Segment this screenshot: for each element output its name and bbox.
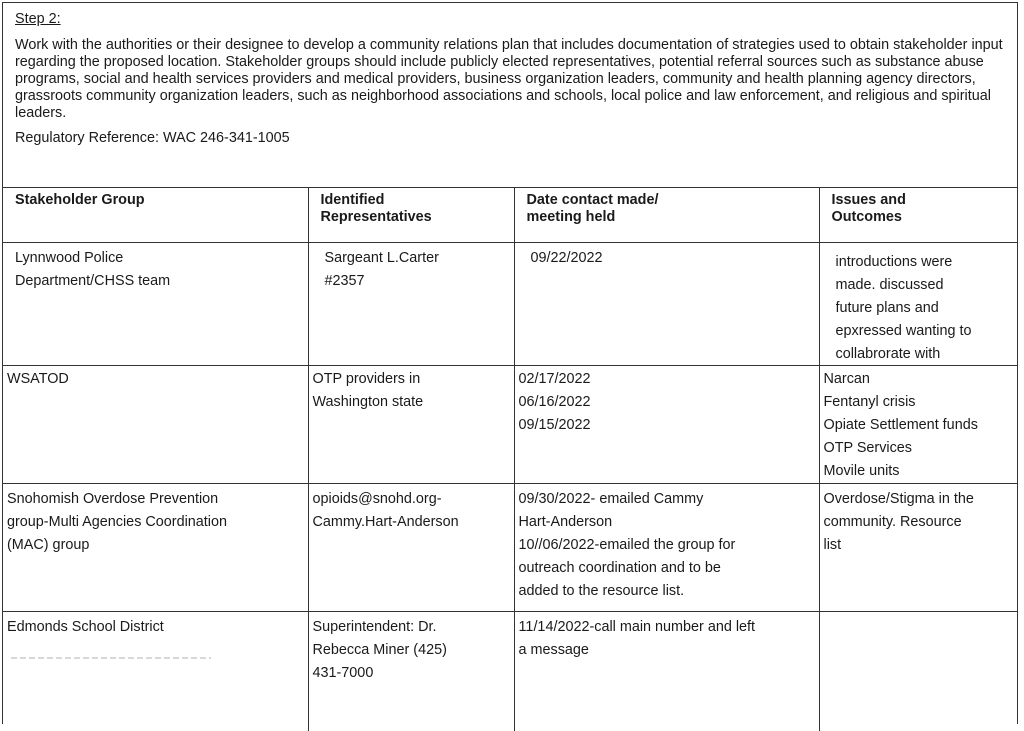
regulatory-reference: Regulatory Reference: WAC 246-341-1005 <box>15 130 290 146</box>
document-page <box>2 2 1018 724</box>
cell-text-line: WSATOD <box>7 370 69 387</box>
stakeholder-group-cell <box>3 242 308 365</box>
cell-text-line: collabrorate with <box>835 345 941 362</box>
cell-text-line: Hart-Anderson <box>518 513 613 530</box>
cell-text-line: 10//06/2022-emailed the group for <box>518 536 736 553</box>
cell-text-line: group-Multi Agencies Coordination <box>7 513 227 530</box>
contact-date-cell <box>514 365 819 483</box>
representatives-cell <box>308 242 514 365</box>
cell-text-line: 09/22/2022 <box>530 249 603 266</box>
cell-text-line: (MAC) group <box>7 536 90 553</box>
cell-text-line: Narcan <box>823 370 870 387</box>
header-issues-outcomes <box>819 188 1017 242</box>
cell-text-line: outreach coordination and to be <box>518 559 721 576</box>
cell-text-line: added to the resource list. <box>518 582 685 599</box>
representatives-cell <box>308 611 514 731</box>
stakeholder-group-cell <box>3 611 308 731</box>
header-date-contact <box>514 188 819 242</box>
cell-text-line: list <box>823 536 842 553</box>
cell-text-line: 06/16/2022 <box>518 393 591 410</box>
cell-text-line: Washington state <box>312 393 424 410</box>
cell-text-line: Rebecca Miner (425) <box>312 641 447 658</box>
header-identified-representatives <box>308 188 514 242</box>
cell-text-line: made. discussed <box>835 276 944 293</box>
cell-text-line: opioids@snohd.org- <box>312 490 442 507</box>
stakeholder-table <box>3 188 1017 731</box>
header-stakeholder-group-text: Stakeholder Group <box>15 192 145 208</box>
cell-text-line: future plans and <box>835 299 939 316</box>
cell-text-line: OTP providers in <box>312 370 421 387</box>
table-header-row <box>3 188 1017 242</box>
clipped-text-box <box>836 251 1010 365</box>
cell-text-line: community. Resource <box>823 513 962 530</box>
stakeholder-group-cell <box>3 365 308 483</box>
header-text-line: Identified <box>320 192 385 208</box>
faint-scan-mark <box>11 657 211 659</box>
header-stakeholder-group <box>3 188 308 242</box>
header-text-line: Outcomes <box>831 209 902 225</box>
cell-text-line: Movile units <box>823 462 900 479</box>
contact-date-cell <box>514 242 819 365</box>
contact-date-cell <box>514 611 819 731</box>
cell-text-line: Edmonds School District <box>7 618 164 635</box>
header-text-line: Date contact made/ <box>526 192 659 208</box>
header-text-line: meeting held <box>526 209 616 225</box>
cell-text-line: Fentanyl crisis <box>823 393 916 410</box>
cell-text-line: OTP Services <box>823 439 913 456</box>
cell-text-line: epxressed wanting to <box>835 322 972 339</box>
cell-text-line: Snohomish Overdose Prevention <box>7 490 219 507</box>
cell-text-line: introductions were <box>835 253 953 270</box>
cell-text-line: Sargeant L.Carter <box>324 249 439 266</box>
cell-text-line: 09/15/2022 <box>518 416 591 433</box>
cell-text-line: Department/CHSS team <box>15 272 171 289</box>
header-text-line: Representatives <box>320 209 432 225</box>
cell-text-line: 09/30/2022- emailed Cammy <box>518 490 704 507</box>
stakeholder-group-cell <box>3 483 308 611</box>
cell-text-line: Cammy.Hart-Anderson <box>312 513 459 530</box>
table-row <box>3 483 1017 611</box>
table-row <box>3 365 1017 483</box>
header-text-line: Issues and <box>831 192 906 208</box>
cell-text-line: Opiate Settlement funds <box>823 416 978 433</box>
table-row <box>3 242 1017 365</box>
representatives-cell <box>308 483 514 611</box>
cell-text-line: a message <box>518 641 589 658</box>
issues-outcomes-cell <box>819 242 1017 365</box>
cell-text-line: Overdose/Stigma in the <box>823 490 974 507</box>
representatives-cell <box>308 365 514 483</box>
cell-text-line: #2357 <box>324 272 365 289</box>
cell-text-line: Superintendent: Dr. <box>312 618 437 635</box>
step-2-section <box>3 3 1017 188</box>
step-heading: Step 2: <box>15 11 61 27</box>
cell-text-line: Lynnwood Police <box>15 249 124 266</box>
contact-date-cell <box>514 483 819 611</box>
table-row <box>3 611 1017 731</box>
issues-outcomes-cell <box>819 365 1017 483</box>
cell-text-line: 431-7000 <box>312 664 374 681</box>
cell-text-line: 02/17/2022 <box>518 370 591 387</box>
issues-outcomes-cell <box>819 483 1017 611</box>
cell-text-line: 11/14/2022-call main number and left <box>518 618 756 635</box>
instructions-paragraph: Work with the authorities or their designee to develop a community relations plan that includes documentation of strategies used to obtain stakeholder input regarding the proposed location. Stakeholder groups should include publicly elected representatives, potential referral sources such as substance abuse programs, social and health services providers and medical providers, business organization leaders, community and health planning agency directors, grassroots community organization leaders, such as neighborhood associations and schools, local police and law enforcement, and religious and spiritual leaders. <box>15 37 1003 121</box>
issues-outcomes-cell <box>819 611 1017 731</box>
